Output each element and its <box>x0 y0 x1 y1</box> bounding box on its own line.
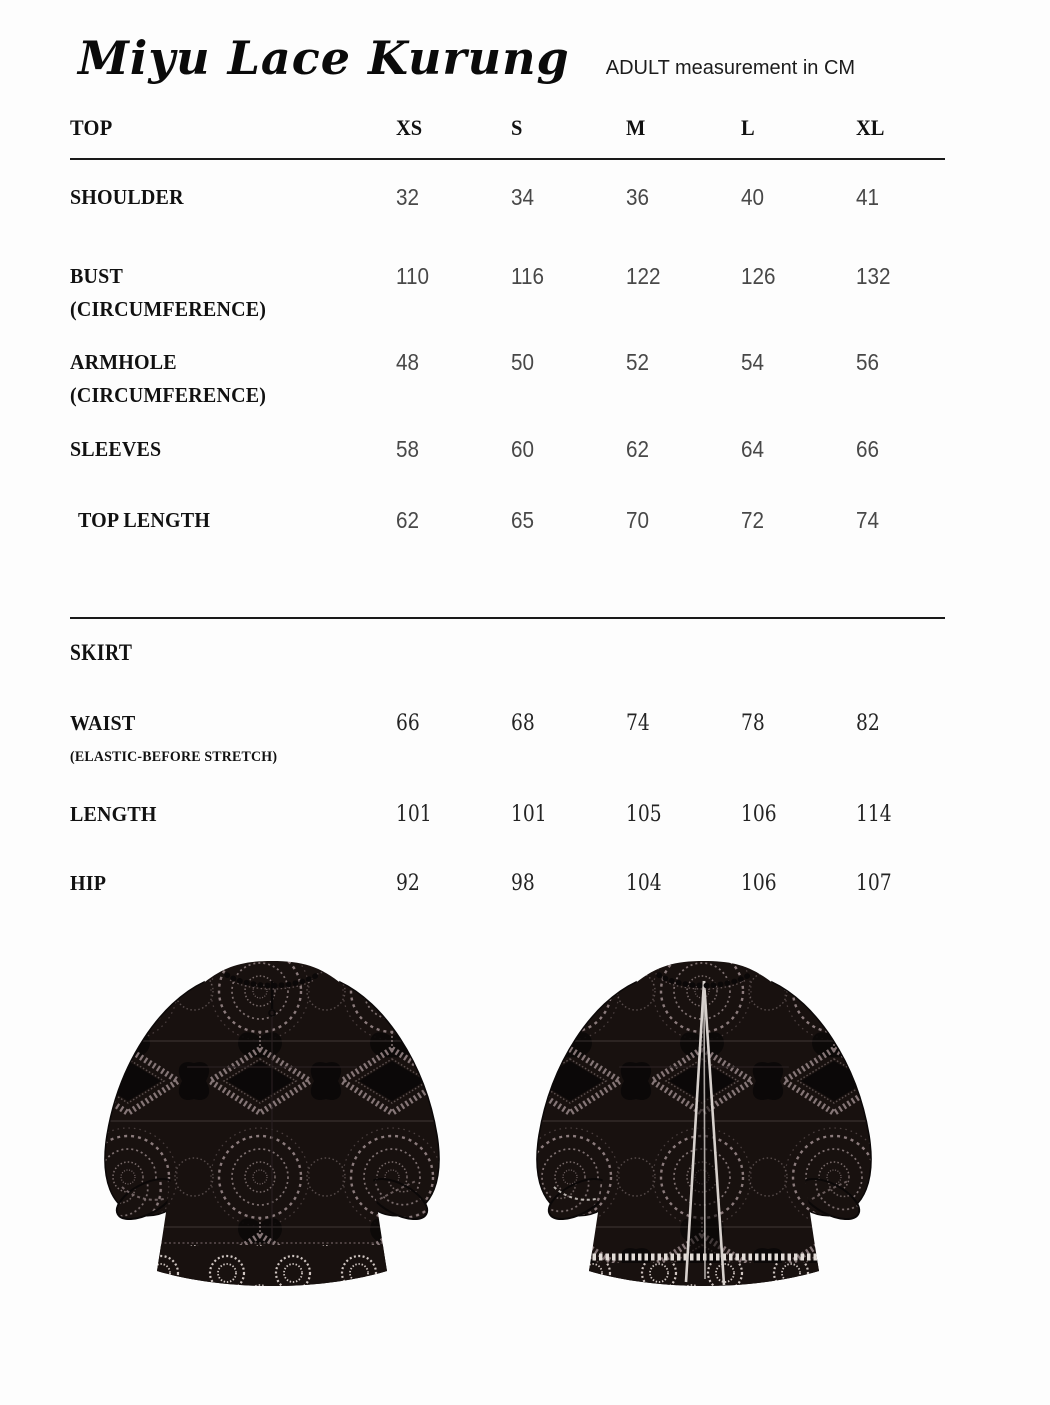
measurement-value: 52 <box>626 349 650 375</box>
measurement-value: 62 <box>396 507 420 533</box>
measurement-value-cell <box>588 434 703 468</box>
measurement-value: 98 <box>511 871 535 896</box>
measurement-value-cell <box>473 868 588 901</box>
size-column-header-label: L <box>741 115 755 140</box>
measurement-value-cell <box>358 182 473 216</box>
skirt-section-heading: SKIRT <box>70 640 133 665</box>
size-column-header-label: XL <box>856 115 885 140</box>
row-label: WAIST <box>70 711 136 735</box>
measurement-value: 122 <box>626 263 661 289</box>
measurement-value-cell <box>818 182 933 216</box>
size-column-header-label: S <box>511 115 523 140</box>
size-column-header <box>358 112 473 146</box>
measurement-value: 114 <box>856 802 892 827</box>
measurement-value-cell <box>358 708 473 741</box>
garment-illustrations <box>0 947 1050 1319</box>
measurement-value: 92 <box>396 871 420 896</box>
measurement-value: 36 <box>626 184 650 210</box>
measurement-value-cell <box>818 868 933 901</box>
measurement-value: 48 <box>396 349 420 375</box>
size-column-header <box>703 112 818 146</box>
measurement-value-cell <box>703 434 818 468</box>
measurement-value: 110 <box>396 263 429 289</box>
row-sublabel: (CIRCUMFERENCE) <box>70 383 267 407</box>
page-subtitle: ADULT measurement in CM <box>605 57 856 79</box>
row-label: TOP LENGTH <box>78 508 211 532</box>
measurement-row <box>70 261 980 327</box>
row-label: BUST <box>70 264 123 288</box>
measurement-row <box>70 182 980 216</box>
row-label-cell <box>70 505 358 538</box>
measurement-value-cell <box>703 261 818 295</box>
measurement-value: 65 <box>511 507 535 533</box>
measurement-value: 70 <box>626 507 650 533</box>
measurement-value-cell <box>358 347 473 381</box>
measurement-value: 126 <box>741 263 776 289</box>
row-label: SHOULDER <box>70 185 184 209</box>
measurement-value-cell <box>703 347 818 381</box>
row-sublabel: (ELASTIC-BEFORE STRETCH) <box>70 749 278 765</box>
measurement-value: 50 <box>511 349 535 375</box>
row-label: SLEEVES <box>70 437 162 461</box>
measurement-value: 101 <box>396 802 432 827</box>
measurement-value: 106 <box>741 871 777 896</box>
measurement-value-cell <box>588 505 703 539</box>
measurement-value: 66 <box>856 436 880 462</box>
measurement-value: 62 <box>626 436 650 462</box>
measurement-value-cell <box>358 505 473 539</box>
measurement-value: 41 <box>856 184 880 210</box>
measurement-value-cell <box>473 799 588 832</box>
measurement-value-cell <box>703 505 818 539</box>
measurement-value: 56 <box>856 349 880 375</box>
page-header <box>0 0 1050 88</box>
measurement-value-cell <box>703 868 818 901</box>
measurement-value-cell <box>358 434 473 468</box>
measurement-value-cell <box>703 182 818 216</box>
row-label-cell <box>70 708 358 772</box>
measurement-value: 72 <box>741 507 765 533</box>
measurement-value: 66 <box>396 711 420 736</box>
measurement-row <box>70 505 980 539</box>
measurement-value: 105 <box>626 802 662 827</box>
measurement-value: 34 <box>511 184 535 210</box>
size-column-header-label: M <box>626 115 646 140</box>
measurement-value: 107 <box>856 871 892 896</box>
measurement-value-cell <box>358 261 473 295</box>
measurement-value-cell <box>588 708 703 741</box>
measurement-row <box>70 434 980 468</box>
measurement-value: 40 <box>741 184 765 210</box>
skirt-section-rows <box>70 708 980 901</box>
measurement-value-cell <box>588 347 703 381</box>
table-header-row <box>70 112 980 146</box>
measurement-value-cell <box>703 708 818 741</box>
measurement-value: 68 <box>511 711 535 736</box>
lace-top-back-illustration <box>494 947 914 1319</box>
measurement-value-cell <box>818 708 933 741</box>
measurement-value-cell <box>473 708 588 741</box>
measurement-value-cell <box>588 799 703 832</box>
measurement-value-cell <box>358 799 473 832</box>
measurement-value: 116 <box>511 263 544 289</box>
row-label-cell <box>70 182 358 215</box>
measurement-value-cell <box>818 261 933 295</box>
measurement-value-cell <box>818 434 933 468</box>
size-column-header <box>818 112 933 146</box>
top-section-rows <box>70 182 980 539</box>
measurement-value: 64 <box>741 436 765 462</box>
measurement-row <box>70 708 980 772</box>
measurement-value-cell <box>588 182 703 216</box>
measurement-value-cell <box>473 182 588 216</box>
measurement-value-cell <box>358 868 473 901</box>
header-divider <box>70 158 945 160</box>
row-label-cell <box>70 347 358 413</box>
measurement-value: 101 <box>511 802 547 827</box>
row-label: LENGTH <box>70 802 157 826</box>
measurement-row <box>70 347 980 413</box>
measurement-value: 58 <box>396 436 420 462</box>
measurement-value-cell <box>473 434 588 468</box>
measurement-value: 82 <box>856 711 880 736</box>
row-label-cell <box>70 868 358 901</box>
measurement-row <box>70 799 980 832</box>
measurement-value-cell <box>473 347 588 381</box>
measurement-value-cell <box>473 505 588 539</box>
size-column-header-label: XS <box>396 115 423 140</box>
measurement-value: 78 <box>741 711 765 736</box>
measurement-value-cell <box>588 868 703 901</box>
row-label-cell <box>70 261 358 327</box>
measurement-row <box>70 868 980 901</box>
measurement-value-cell <box>818 505 933 539</box>
row-label-cell <box>70 799 358 832</box>
measurement-value-cell <box>703 799 818 832</box>
measurement-table <box>0 112 980 901</box>
section-divider <box>70 617 945 619</box>
measurement-value: 132 <box>856 263 891 289</box>
measurement-value: 106 <box>741 802 777 827</box>
measurement-value: 104 <box>626 871 662 896</box>
measurement-value-cell <box>818 347 933 381</box>
size-column-header <box>473 112 588 146</box>
measurement-value-cell <box>818 799 933 832</box>
row-sublabel: (CIRCUMFERENCE) <box>70 297 267 321</box>
measurement-value: 32 <box>396 184 420 210</box>
measurement-value: 54 <box>741 349 765 375</box>
measurement-value-cell <box>588 261 703 295</box>
row-label: ARMHOLE <box>70 350 177 374</box>
row-label-cell <box>70 434 358 467</box>
measurement-value: 60 <box>511 436 535 462</box>
row-label: HIP <box>70 871 107 895</box>
page-title: Miyu Lace Kurung <box>78 31 570 85</box>
column-header-top: TOP <box>70 115 113 140</box>
measurement-value: 74 <box>626 711 650 736</box>
size-column-header <box>588 112 703 146</box>
measurement-value: 74 <box>856 507 880 533</box>
lace-top-front-illustration <box>62 947 482 1319</box>
measurement-value-cell <box>473 261 588 295</box>
